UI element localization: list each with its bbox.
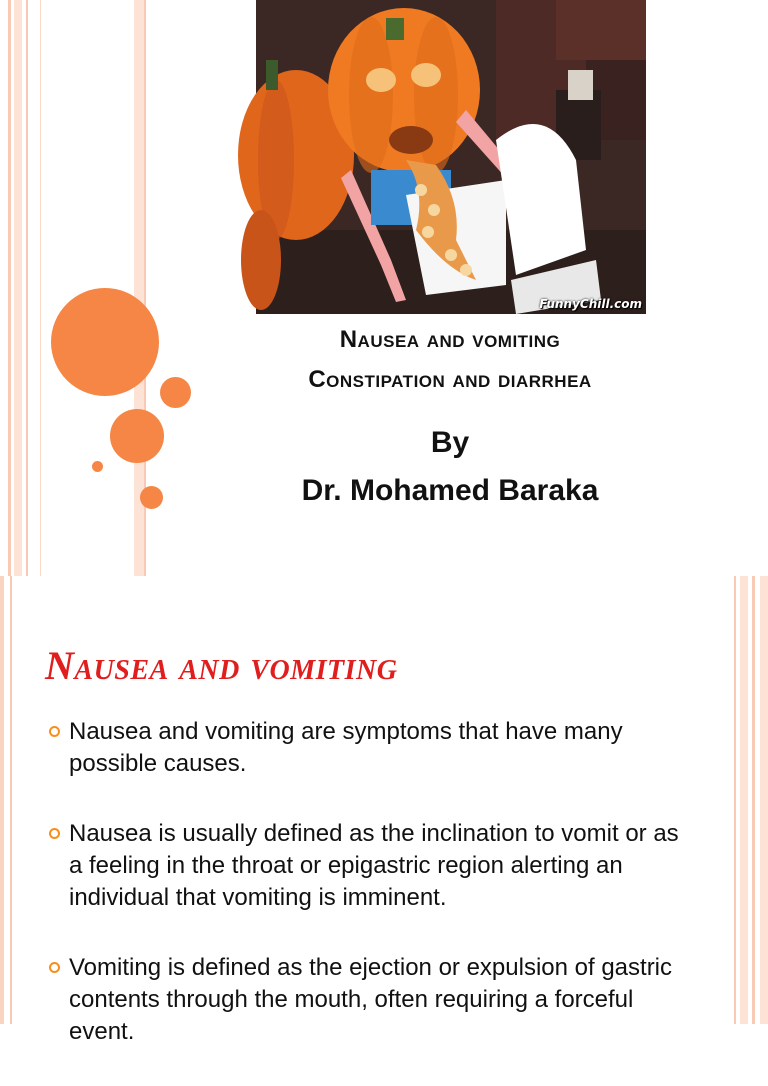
decor-circle-small (140, 486, 163, 509)
decor-circle-medium (110, 409, 164, 463)
list-item (46, 952, 686, 1048)
slide-title-line-1: Nausea and vomiting (339, 326, 561, 353)
decor-stripe (14, 0, 22, 576)
list-item (46, 818, 686, 914)
decor-stripe (752, 576, 755, 1024)
decor-stripe (734, 576, 736, 1024)
bullet-circle-icon (49, 828, 60, 839)
pumpkin-photo (256, 0, 646, 314)
pumpkin-illustration (256, 0, 646, 314)
slide-title-line-2: Constipation and diarrhea (308, 366, 592, 393)
decor-stripe (10, 576, 12, 1024)
decor-stripe (740, 576, 748, 1024)
decor-stripe (26, 0, 28, 576)
list-item (46, 716, 686, 780)
bullet-text: Nausea is usually defined as the inclination to vomit or as a feeling in the throat or epigastric region alerting an individual that vomiting is imminent. (69, 820, 679, 911)
decor-stripe (8, 0, 11, 576)
decor-stripe (0, 576, 4, 1024)
bullet-circle-icon (49, 962, 60, 973)
decor-stripe (760, 576, 768, 1024)
byline-label: By (430, 426, 470, 459)
content-slide (0, 576, 768, 1045)
decor-stripe (40, 0, 41, 576)
photo-watermark: FunnyChill.com (539, 297, 642, 311)
decor-circle-tiny (92, 461, 103, 472)
author-name: Dr. Mohamed Baraka (301, 474, 599, 507)
bullet-text: Nausea and vomiting are symptoms that have many possible causes. (69, 718, 623, 777)
bullet-text: Vomiting is defined as the ejection or expulsion of gastric contents through the mouth, often requiring a forceful event. (69, 954, 673, 1045)
decor-circle-large (51, 288, 159, 396)
bullet-circle-icon (49, 726, 60, 737)
slide-heading: Nausea and vomiting (45, 643, 398, 688)
bullet-list (46, 716, 686, 1086)
